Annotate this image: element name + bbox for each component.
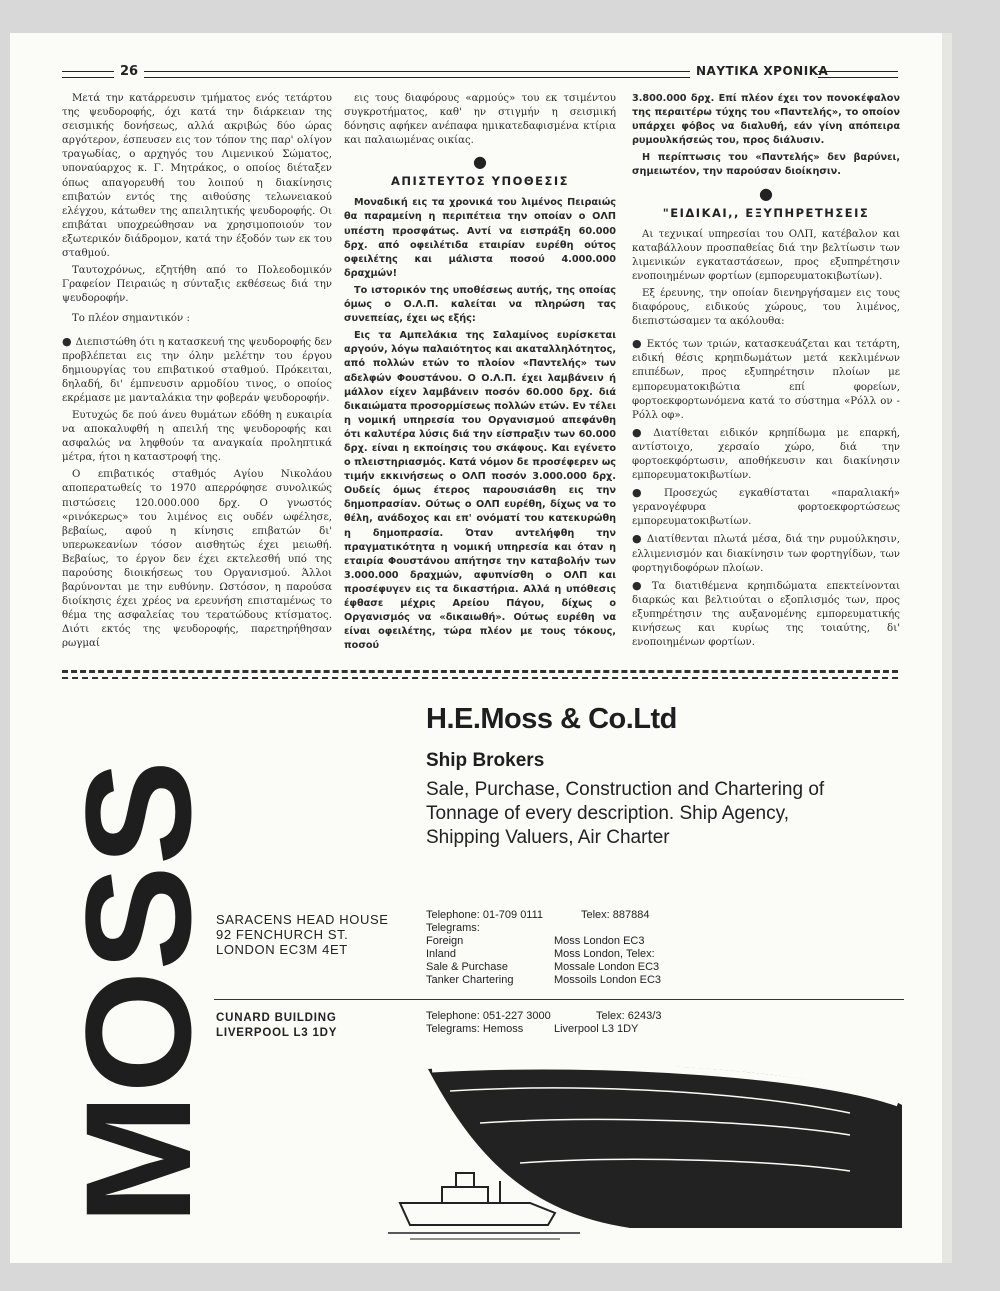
article-column-3: [632, 92, 900, 653]
page-header: [62, 66, 898, 80]
moss-logo-text: MOSS: [54, 783, 222, 1225]
paragraph: Μετά την κατάρρευσιν τμήματος ενός τετάρτου της ψευδοροφής, όχι κατά την διάρκειαν της σεισμικής δονήσεως, αλλά ακριβώς δύο ώρας αργότερον, έσπευσεν εις τον τόπον της παρ' ολίγον τραγωδίας, ο αρχηγός του Λιμενικού Σώματος, υποναύαρχος κ. Γ. Μητράκος, ο οποίος διέταξεν όπως απαγορευθή του λοιπού η διακίνησις επιβατών εντός της αιθούσης τελωνειακού ελέγχου, κάτωθεν της απειλητικής ψευδοροφής. Οι επιβάται υποχρεώθησαν να χρησιμοποιούν τον εξωτερικόν διάδρομον, κατά την έξοδόν των εκ του σταθμού.: [62, 93, 332, 260]
bullet-item: ● Τα διατιθέμενα κρηπιδώματα επεκτείνονται διαρκώς και βελτιούται ο εξοπλισμός των, προς εξυπηρέτησιν της αυξανομένης εμπορευματικής κινήσεως και κυρίως της τοιαύτης, δι' ενοποιημένων φορτίων.: [632, 579, 900, 650]
telephone: Telephone: 01-709 0111: [426, 909, 544, 921]
liverpool-contacts: [426, 1010, 726, 1036]
london-contacts: [426, 909, 726, 987]
telex: Telex: 6243/3: [596, 1010, 662, 1022]
moss-logo: [54, 760, 222, 1230]
company-name: H.E.Moss & Co.Ltd: [426, 703, 677, 735]
liverpool-address: [216, 1011, 337, 1041]
paragraph: Αι τεχνικαί υπηρεσίαι του ΟΛΠ, κατέβαλον και καταβάλλουν προσπαθείας διά την βελτίωσιν των λιμενικών εγκαταστάσεων, προς εξυπηρέτησιν ενοποιημένων φορτίων (εμπορευματοκιβωτίων).: [632, 228, 900, 282]
telegram-label: Tanker Chartering: [426, 974, 514, 986]
bullet-item: ● Διατίθεται ειδικόν κρηπίδωμα με επαρκή, αντίστοιχο, χερσαίο χώρο, διά την φορτοεκφόρτωσιν, αποθήκευσιν και διακίνησιν εμπορευματοκιβωτίων.: [632, 426, 900, 483]
section-title: ΑΠΙΣΤΕΥΤΟΣ ΥΠΟΘΕΣΙΣ: [390, 174, 570, 189]
telegram-label: Sale & Purchase: [426, 961, 508, 973]
telegram-label: Inland: [426, 948, 456, 960]
telegram-value: Liverpool L3 1DY: [554, 1023, 639, 1035]
article-column-2: [344, 92, 616, 656]
telegrams-label: Telegrams:: [426, 922, 480, 934]
page-number: 26: [120, 64, 139, 79]
telephone: Telephone: 051-227 3000: [426, 1010, 551, 1022]
telegram-value: Mossoils London EC3: [554, 974, 662, 986]
company-description: Sale, Purchase, Construction and Chartering of Tonnage of every description. Ship Agency, Shipping Valuers, Air Charter: [426, 779, 825, 848]
paragraph: Το πλέον σημαντικόν :: [72, 313, 190, 325]
paragraph: Η περίπτωσις του «Παντελής» δεν βαρύνει, σημειωτέον, την παρούσαν διοίκησιν.: [632, 152, 900, 178]
paragraph: 3.800.000 δρχ. Επί πλέον έχει τον πονοκέφαλον της περαιτέρω τύχης του «Παντελής», το οποίον υπάρχει φόβος να διαλυθή, εάν γίνη απόπειρα ρυμουλκήσεώς του, προς διάλυσιν.: [632, 93, 900, 147]
bold-article: [632, 92, 900, 180]
paragraph: Ευτυχώς δε πού άνευ θυμάτων εδόθη η ευκαιρία να αποκαλυφθή η απειλή της ψευδοροφής και ασφαλώς να ληφθούν τα αναγκαία προληπτικά μέτρα, ήτοι η καταστροφή της.: [62, 409, 332, 464]
address-line: SARACENS HEAD HOUSE: [216, 912, 389, 927]
bullet-dot-icon: ●: [473, 152, 487, 172]
bullet-item: ● Εκτός των τριών, κατασκευάζεται και τετάρτη, ειδική θέσις κρηπιδωμάτων μετά κεκλιμένων επιπέδων, προς εξυπηρέτησιν πλοίων με εμπορευματοκιβώτια επί φορείων, φορτοεκφορτωνόμενα κατά το σύστημα «Ρόλλ ον - Ρόλλ οφ».: [632, 337, 900, 423]
address-line: LONDON EC3M 4ET: [216, 942, 348, 957]
bullet-item: ● Προσεχώς εγκαθίσταται «παραλιακή» γερανογέφυρα φορτοεκφορτώσεως εμπορευματοκιβωτίων.: [632, 486, 900, 529]
address-line: LIVERPOOL L3 1DY: [216, 1027, 338, 1039]
paragraph: Εξ έρευνης, την οποίαν διενηργήσαμεν εις τους διαφόρους, ειδικούς χώρους, του λιμένος, διεπιστώσαμεν τα ακόλουθα:: [632, 287, 900, 328]
paragraph: εις τους διαφόρους «αρμούς» του εκ τσιμέντου συγκροτήματος, καθ' ην στιγμήν η σεισμική δόνησις αφήκεν ανέπαφα ημικατεδαφισμένα κτίρια και παλαιωμένας οικίας.: [344, 93, 616, 147]
magazine-title: ΝΑΥΤΙΚΑ ΧΡΟΝΙΚΑ: [696, 64, 829, 78]
paragraph: Εις τα Αμπελάκια της Σαλαμίνος ευρίσκεται αργούν, λόγω παλαιότητος και ακαταλληλότητος, από πολλών ετών το πλοίον «Παντελής» των αδελφών Φουστάνου. Ο Ο.Λ.Π. έχει λαμβάνειν ή μάλλον είχεν λαμβάνειν ποσόν 60.000 δρχ. διά δικαιώματα προσορμίσεως πολλών ετών. Εν τέλει η νομική υπηρεσία του Οργανισμού απεφάνθη ότι καλυτέρα λύσις διά την είσπραξιν των 60.000 δρχ. είναι η εκποίησις του σκάφους. Και εγένετο ο πλειστηριασμός. Κατά νόμον δε προσέφερεν ως τιμήν εκκινήσεως ο ΟΛΠ ποσόν 3.000.000 δρχ. Ουδείς όμως έτερος παρουσιάσθη εις την δημοπρασίαν. Ούτως ο ΟΛΠ ευρέθη, δίχως να το θέλη, ανάδοχος και επ' ονόματί του κατεκυρώθη η δημοπρασία. Όταν αντελήφθη την πραγματικότητα η νομική υπηρεσία και όταν η εταιρία Φουστάνου απήτησε την καταβολήν των 3.000.000 δραχμών, αφυπνίσθη ο ΟΛΠ και προσέφυγεν εις τα δικαστήρια. Αλλά η υπόθεσις έφθασε μέχρις Αρείου Πάγου, δίχως ο Οργανισμός να «δικαιωθή». Ούτως ευρέθη να είναι οφειλέτης, τώρα πλέον με τους τόκους, ποσού: [344, 330, 616, 652]
london-address: [216, 912, 389, 957]
divider: [214, 999, 904, 1000]
address-line: 92 FENCHURCH ST.: [216, 927, 349, 942]
telex: Telex: 887884: [581, 909, 650, 921]
company-subtitle: Ship Brokers: [426, 750, 545, 771]
telegram-value: Moss London EC3: [554, 935, 645, 947]
section-title: "ΕΙΔΙΚΑΙ,, ΕΞΥΠΗΡΕΤΗΣΕΙΣ: [662, 205, 870, 220]
bullet-item: ● Διεπιστώθη ότι η κατασκευή της ψευδοροφής δεν προβλέπεται εις την όλην μελέτην του έργου δημιουργίας του επιβατικού σταθμού. Πρόκειται, δηλαδή, δι' έμπνευσιν αρμοδίου τινος, ο οποίος εκρέμασε με μανταλάκια την φοβεράν ψευδοροφήν.: [62, 335, 332, 406]
ship-illustration: [380, 1063, 904, 1248]
telegram-label: Foreign: [426, 935, 464, 947]
page-edge: [942, 33, 952, 1263]
telegram-value: Mossale London EC3: [554, 961, 660, 973]
paragraph: Ο επιβατικός σταθμός Αγίου Νικολάου αποπερατωθείς το 1970 απερρόφησε συνολικώς πιστώσεις 120.000.000 δρχ. Ο γνωστός «ρινόκερως» του λιμένος εις ουδέν ωφέλησε, βεβαίως, αφού η κίνησις επιβατών δι' υπερωκεανίων τόσον αισθητώς έχει μειωθή. Βεβαίως, το έργον δεν έχει εκτελεσθή υπό της παρούσης διοικήσεως του Οργανισμού. Άλλοι βαρύνονται με την ευθύνην. Ωστόσον, η παρούσα διοίκησις έχει χρέος να ερευνήση επισταμένως το θέμα της ασφαλείας του τερατώδους κτίσματος. Διότι εκτός της ψευδοροφής, παρετηρήθησαν ρωγμαί: [62, 469, 332, 650]
paragraph: Μοναδική εις τα χρονικά του λιμένος Πειραιώς θα παραμείνη η περιπέτεια την οποίαν ο ΟΛΠ υπέστη προσφάτως. Αντί να εισπράξη 60.000 δρχ. από οφειλέτιδα εταιρίαν ευρέθη ούτος οφειλέτης και μάλιστα ποσού 4.000.000 δραχμών!: [344, 197, 616, 279]
bullet-item: ● Διατίθενται πλωτά μέσα, διά την ρυμούλκησιν, ελλιμενισμόν και διακίνησιν των φορτηγίδων, των φορτηγιδοφόρων πλοίων.: [632, 532, 900, 575]
paragraph: Το ιστορικόν της υποθέσεως αυτής, της οποίας όμως ο Ο.Λ.Π. καλείται να πληρώση τας συνεπείας, έχει ως εξής:: [344, 284, 616, 325]
divider: [62, 677, 898, 679]
article-column-1: [62, 92, 332, 655]
telegram-value: Moss London, Telex:: [554, 948, 655, 960]
address-line: CUNARD BUILDING: [216, 1012, 337, 1024]
bullet-dot-icon: ●: [759, 183, 773, 203]
telegrams: Telegrams: Hemoss: [426, 1023, 524, 1035]
paragraph: Ταυτοχρόνως, εζητήθη από το Πολεοδομικόν Γραφείον Πειραιώς η σύνταξις εκθέσεως διά την ψευδοροφήν.: [62, 265, 332, 305]
divider: [62, 670, 898, 673]
bold-article: [344, 196, 616, 653]
